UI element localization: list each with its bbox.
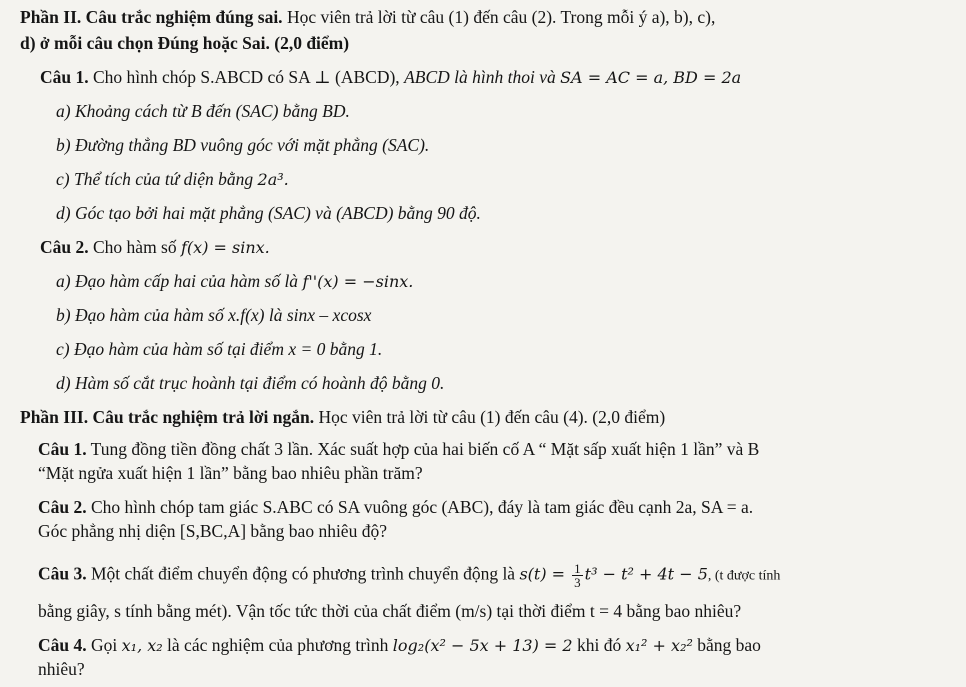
part2-q2-stem xyxy=(40,236,270,259)
part3-q2-line2: Góc phẳng nhị diện [S,BC,A] bằng bao nhiêu độ? xyxy=(38,521,387,541)
part3-q3-line2: bằng giây, s tính bằng mét). Vận tốc tức thời của chất điểm (m/s) tại thời điểm t = 4 bằng bao nhiêu? xyxy=(38,601,742,621)
part2-q2-item-b: b) Đạo hàm của hàm số x.f(x) là sinx – xcosx xyxy=(56,305,372,325)
part2-q2-label: Câu 2. xyxy=(40,237,89,257)
part3-q4-roots: x₁, x₂ xyxy=(121,636,163,655)
part2-heading xyxy=(20,6,715,28)
part2-q2-item-d: d) Hàm số cắt trục hoành tại điểm có hoành độ bằng 0. xyxy=(56,373,445,393)
part2-q1-text-a: Cho hình chóp S.ABCD có SA ⊥ (ABCD), xyxy=(88,67,405,87)
fraction-denominator: 3 xyxy=(574,575,581,590)
fraction-numerator: 1 xyxy=(574,561,581,576)
part2-heading-rest: Học viên trả lời từ câu (1) đến câu (2). Trong mỗi ý a), b), c), xyxy=(282,7,716,27)
part3-q3-math-rest: t³ − t² + 4t − 5 xyxy=(584,564,708,584)
part3-q4-line1 xyxy=(38,634,761,657)
part2-q2-math: f(x) = sinx. xyxy=(181,238,270,257)
part2-q1-math: SA = AC = a, BD = 2a xyxy=(560,68,742,87)
part2-q2-item-a-math: f''(x) = −sinx. xyxy=(302,272,414,291)
part3-heading-rest: Học viên trả lời từ câu (1) đến câu (4). (2,0 điểm) xyxy=(314,407,666,427)
part3-q4-text-c: khi đó xyxy=(572,635,626,655)
part3-q3-line1 xyxy=(38,562,780,589)
part2-q1-item-a: a) Khoảng cách từ B đến (SAC) bằng BD. xyxy=(56,101,350,121)
part3-q3-fraction xyxy=(572,562,583,589)
part2-q2-item-a-text: a) Đạo hàm cấp hai của hàm số là xyxy=(56,271,303,291)
part3-q4-expr: x₁² + x₂² xyxy=(625,636,693,655)
part3-q2-text: Cho hình chóp tam giác S.ABC có SA vuông góc (ABC), đáy là tam giác đều cạnh 2a, SA = a. xyxy=(86,497,754,517)
part3-q3-text-b: , (t được tính xyxy=(707,568,781,584)
part2-q1-text-b: ABCD là hình thoi và xyxy=(404,67,561,87)
part2-q1-label: Câu 1. xyxy=(40,67,89,87)
part3-q1-line2: “Mặt ngửa xuất hiện 1 lần” bằng bao nhiêu phần trăm? xyxy=(38,463,423,483)
part3-q3-text-a: Một chất điểm chuyển động có phương trình chuyển động là xyxy=(86,563,520,584)
part3-q3-label: Câu 3. xyxy=(38,563,87,584)
part3-heading xyxy=(20,406,665,428)
part2-heading-bold: Phần II. Câu trắc nghiệm đúng sai. xyxy=(20,7,283,27)
part3-q1-line1 xyxy=(38,438,759,460)
part2-q1-item-d: d) Góc tạo bởi hai mặt phẳng (SAC) và (ABCD) bằng 90 độ. xyxy=(56,203,481,223)
part2-q2-item-c: c) Đạo hàm của hàm số tại điểm x = 0 bằng 1. xyxy=(56,339,383,359)
part3-q4-text-d: bằng bao xyxy=(692,635,761,655)
part3-q4-text-a: Gọi xyxy=(86,635,122,655)
part3-q2-line1 xyxy=(38,496,753,518)
part2-q1-stem xyxy=(40,66,741,89)
part3-q1-label: Câu 1. xyxy=(38,439,87,459)
part2-q2-text: Cho hàm số xyxy=(88,237,181,257)
part3-q3-math-s: s(t) = xyxy=(519,564,571,584)
part3-q4-equation: log₂(x² − 5x + 13) = 2 xyxy=(392,636,573,655)
part2-heading-line2: d) ở mỗi câu chọn Đúng hoặc Sai. (2,0 điểm) xyxy=(20,33,350,53)
part3-q2-label: Câu 2. xyxy=(38,497,87,517)
part2-q1-item-b: b) Đường thẳng BD vuông góc với mặt phẳng (SAC). xyxy=(56,135,430,155)
part2-q2-item-a xyxy=(56,270,413,293)
part2-q1-item-c-text: c) Thể tích của tứ diện bằng xyxy=(56,169,258,189)
part3-q1-text: Tung đồng tiền đồng chất 3 lần. Xác suất hợp của hai biến cố A “ Mặt sấp xuất hiện 1 lần” và B xyxy=(86,439,760,459)
part2-q1-item-c-math: 2a³. xyxy=(257,170,289,189)
part2-q1-item-c xyxy=(56,168,289,191)
part3-q4-label: Câu 4. xyxy=(38,635,87,655)
part3-q4-line2: nhiêu? xyxy=(38,659,85,679)
part3-heading-bold: Phần III. Câu trắc nghiệm trả lời ngắn. xyxy=(20,407,315,427)
part3-q4-text-b: là các nghiệm của phương trình xyxy=(162,635,393,655)
